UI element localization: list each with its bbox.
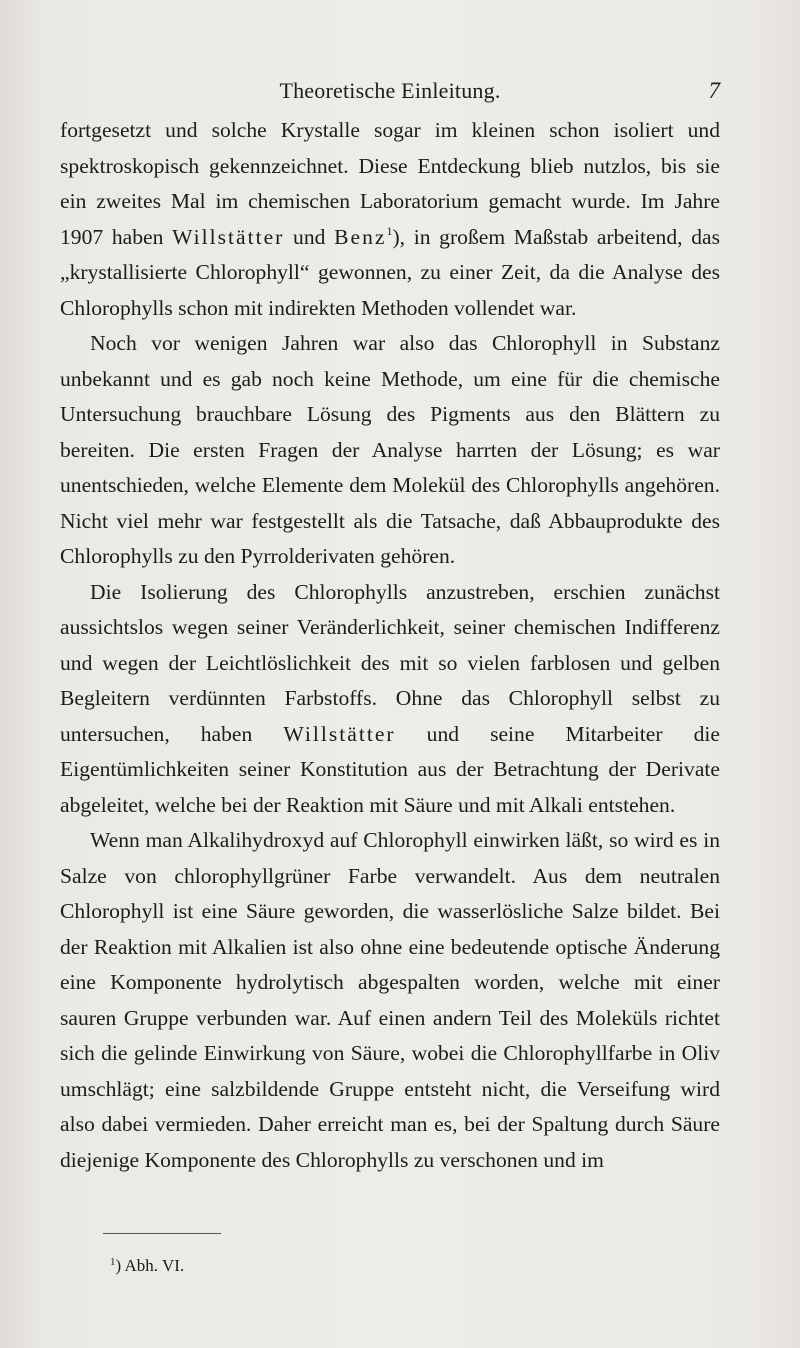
author-name-willstaetter: Willstätter: [172, 224, 285, 249]
footnote: [110, 1254, 184, 1278]
page-number: 7: [708, 78, 720, 103]
page-header: [60, 78, 720, 112]
running-title: Theoretische Einleitung.: [279, 78, 501, 103]
paragraph-3-text-b: und seine Mitarbeiter die Eigentümlichkeiten seiner Konstitution aus der Betrachtung der Derivate abgeleitet, welche bei der Reaktion mit Säure und mit Alkali entstehen.: [60, 721, 720, 817]
paragraph-4: Wenn man Alkalihydroxyd auf Chlorophyll einwirken läßt, so wird es in Salze von chlorophyllgrüner Farbe verwandelt. Aus dem neutralen Chlorophyll ist eine Säure geworden, die wasserlösliche Salze bildet. Bei der Reaktion mit Alkalien ist also ohne eine bedeutende optische Änderung eine Komponente hydrolytisch abgespalten worden, welche mit einer sauren Gruppe verbunden war. Auf einen andern Teil des Moleküls richtet sich die gelinde Einwirkung von Säure, wobei die Chlorophyllfarbe in Oliv umschlägt; eine salzbildende Gruppe entsteht nicht, die Verseifung wird also dabei vermieden. Daher erreicht man es, bei der Spaltung durch Säure diejenige Komponente des Chlorophylls zu verschonen und im: [60, 828, 720, 1172]
paragraph-1: [60, 113, 720, 326]
footnote-text: ) Abh. VI.: [115, 1256, 185, 1275]
author-name-willstaetter-2: Willstätter: [283, 721, 396, 746]
paragraph-2: Noch vor wenigen Jahren war also das Chlorophyll in Substanz unbekannt und es gab noch keine Methode, um eine für die chemische Untersuchung brauchbare Lösung des Pigments aus den Blättern zu bereiten. Die ersten Fragen der Analyse harrten der Lösung; es war unentschieden, welche Elemente dem Molekül des Chlorophylls angehören. Nicht viel mehr war festgestellt als die Tatsache, daß Abbauprodukte des Chlorophylls zu den Pyrrolderivaten gehören.: [60, 331, 720, 568]
paragraph-1-text-c: ), in großem Maßstab arbeitend, das „krystallisierte Chlorophyll“ gewonnen, zu einer Zeit, da die Analyse des Chlorophylls schon mit indirekten Methoden vollendet war.: [60, 224, 720, 320]
author-name-benz: Benz: [334, 224, 387, 249]
paragraph-3: [60, 575, 720, 824]
body-text: [60, 113, 720, 1178]
footnote-reference[interactable]: 1: [386, 223, 393, 238]
paragraph-1-text-b: und: [284, 224, 335, 249]
footnote-mark: 1: [110, 1256, 116, 1268]
footnote-divider: [103, 1233, 221, 1234]
paragraph-1-text-a: fortgesetzt und solche Krystalle sogar im kleinen schon isoliert und spektroskopisch gekennzeichnet. Diese Entdeckung blieb nutzlos, bis sie ein zweites Mal im chemischen Laboratorium gemacht wurde. Im Jahre 1907 haben: [60, 118, 720, 249]
paragraph-3-text-a: Die Isolierung des Chlorophylls anzustreben, erschien zunächst aussichtslos wegen seiner Veränderlichkeit, seiner chemischen Indifferenz und wegen der Leichtlöslichkeit des mit so vielen farblosen und gelben Begleitern verdünnten Farbstoffs. Ohne das Chlorophyll selbst zu untersuchen, haben: [60, 579, 720, 746]
